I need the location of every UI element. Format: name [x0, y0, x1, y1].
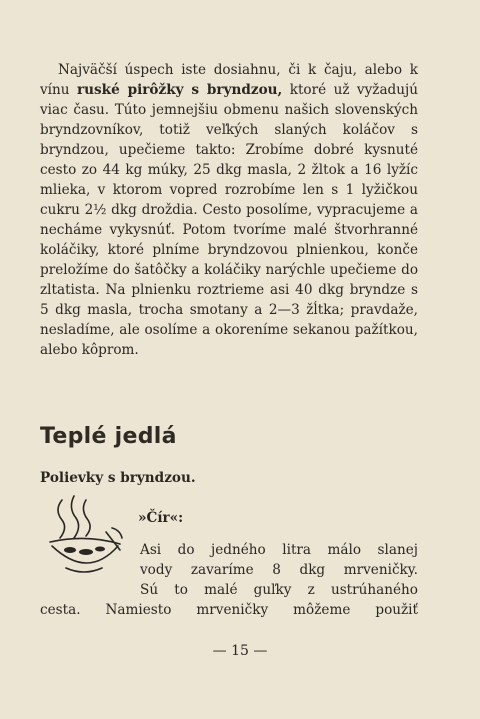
paragraph-bold-dish: ruské pirôžky s bryndzou, — [76, 82, 283, 98]
paragraph-part-2: ktoré už vyžadujú viac času. Túto jemnejšiu obmenu našich slovenských bryndzovníkov, totiž veľkých slaných koláčov s bryndzou, upečieme takto: Zrobíme dobré kysnuté cesto zo 44 kg múky, 25 dkg masla, 2 žltok a 16 lyžíc mlieka, v ktorom vopred rozrobíme len s 1 lyžičkou cukru 2½ dkg droždia. Cesto posolíme, vypracujeme a necháme vykysnúť. Potom tvoríme malé štvorhranné koláčiky, ktoré plníme bryndzovou plnienkou, konče preložíme do šatôčky a koláčiky narýchle upečieme do zltatista. Na plnienku roztrieme asi 40 dkg bryndze s 5 dkg masla, trocha smotany a 2—3 žĺtka; pravdaže, nesladíme, ale osolíme a okoreníme sekanou pažítkou, alebo kôprom. — [40, 82, 418, 358]
recipe-line-2: vody zavaríme 8 dkg mrveničky. — [140, 562, 418, 578]
paragraph-text — [40, 60, 418, 360]
section-title: Teplé jedlá — [40, 424, 177, 449]
intro-paragraph — [40, 60, 418, 360]
recipe-text — [40, 540, 418, 620]
recipe-line-3: Sú to malé guľky z ustrúhaného — [140, 582, 418, 598]
page-number: — 15 — — [212, 643, 268, 659]
recipe-line-4: cesta. Namiesto mrveničky môžeme použiť — [40, 602, 418, 618]
recipe-line-1: Asi do jedného litra málo slanej — [140, 542, 418, 558]
paragraph-part-1: Najväčší úspech iste dosiahnu, či k čaju, alebo k vínu — [40, 62, 418, 98]
subheading: Polievky s bryndzou. — [40, 470, 196, 486]
dish-name: »Čír«: — [138, 510, 184, 526]
